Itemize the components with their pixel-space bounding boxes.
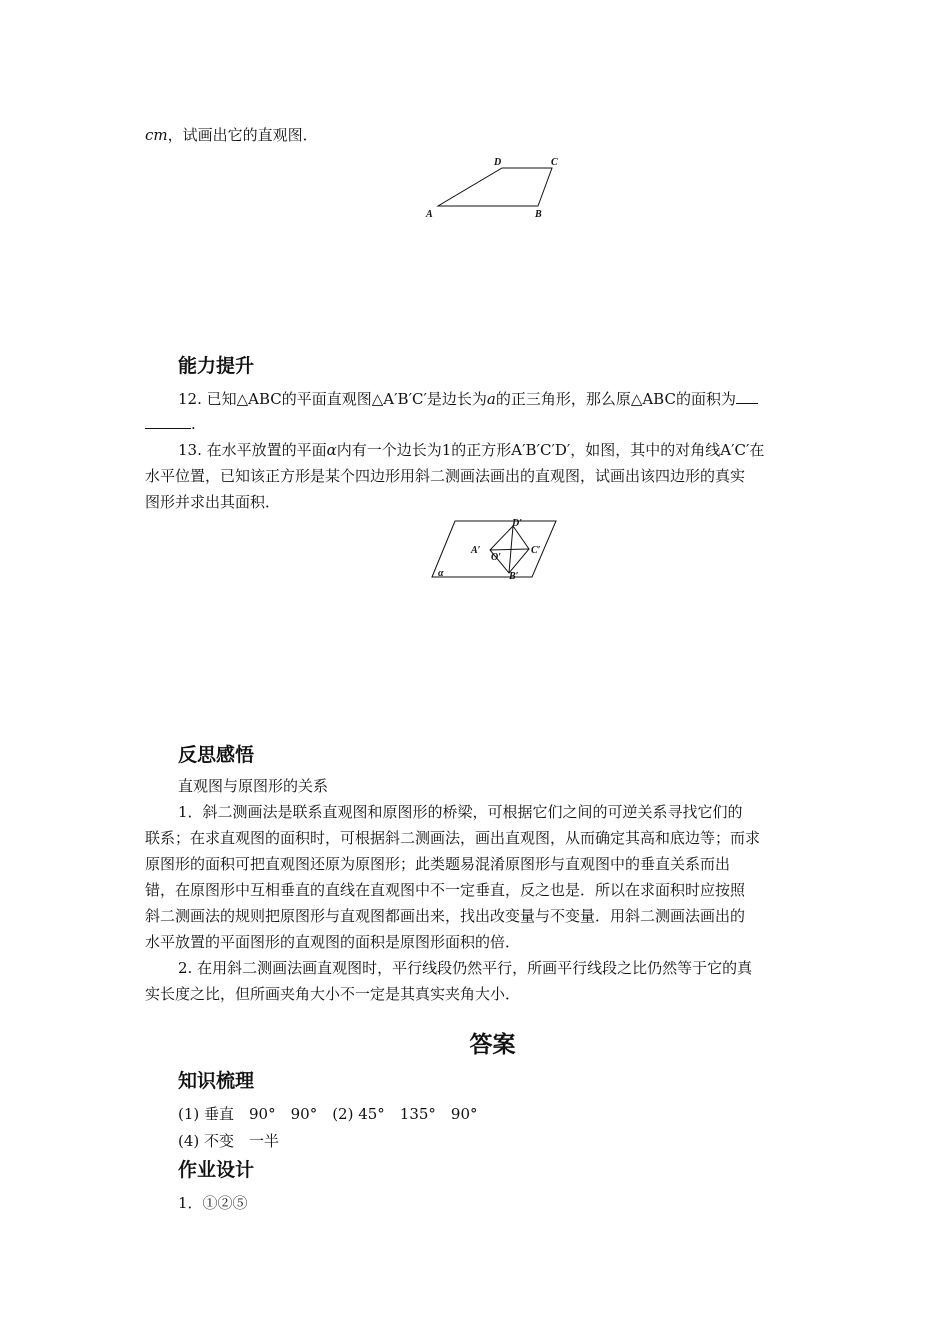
section-heading-homework: 作业设计 xyxy=(178,1159,255,1181)
continuation-line xyxy=(145,125,810,145)
answer-blank-cont xyxy=(145,414,191,429)
square-in-plane-figure xyxy=(425,514,565,584)
reflection-subtitle: 直观图与原图形的关系 xyxy=(178,777,329,795)
reflection-p1-line3: 原图形的面积可把直观图还原为原图形；此类题易混淆原图形与直观图中的垂直关系而出 xyxy=(145,855,731,873)
label-a-prime: A′ xyxy=(471,545,481,556)
reflection-p1-line5: 斜二测画法的规则把原图形与直观图都画出来，找出改变量与不变量．用斜二测画法画出的 xyxy=(145,907,746,925)
section-heading-ability: 能力提升 xyxy=(178,355,255,377)
continuation-text: ，试画出它的直观图． xyxy=(167,126,318,144)
trapezoid-shape xyxy=(438,168,552,206)
label-alpha: α xyxy=(438,568,444,579)
section-heading-knowledge: 知识梳理 xyxy=(178,1070,255,1092)
label-a: A xyxy=(426,209,433,220)
knowledge-answer-line1: (1) 垂直 90° 90° (2) 45° 135° 90° xyxy=(178,1105,478,1123)
answers-title: 答案 xyxy=(469,1032,516,1058)
reflection-p1-line1: 1．斜二测画法是联系直观图和原图形的桥梁，可根据它们之间的可逆关系寻找它们的 xyxy=(178,803,743,821)
answer-blank xyxy=(736,389,758,404)
diagonal-ac xyxy=(490,549,529,550)
unit-cm: cm xyxy=(145,126,168,144)
reflection-p1-line6: 水平放置的平面图形的直观图的面积是原图形面积的倍． xyxy=(145,933,521,951)
question-12-line2: . xyxy=(145,414,810,434)
question-13-line1: 13. 在水平放置的平面α内有一个边长为1的正方形A′B′C′D′，如图，其中的对角线A′C′在 xyxy=(178,441,765,459)
label-c-prime: C′ xyxy=(531,545,541,556)
label-b-prime: B′ xyxy=(509,571,519,582)
label-c: C xyxy=(551,157,558,168)
label-d: D xyxy=(494,157,502,168)
reflection-p2-line1: 2. 在用斜二测画法画直观图时，平行线段仍然平行，所画平行线段之比仍然等于它的真 xyxy=(178,959,753,977)
question-12-line1: 12. 已知△ABC的平面直观图△A′B′C′是边长为a的正三角形，那么原△ABC的面积为 xyxy=(178,389,810,409)
section-heading-reflection: 反思感悟 xyxy=(178,744,255,766)
label-o-prime: O′ xyxy=(491,552,502,563)
trapezoid-figure xyxy=(420,150,570,225)
label-d-prime: D′ xyxy=(512,518,523,529)
reflection-p1-line4: 错，在原图形中互相垂直的直线在直观图中不一定垂直，反之也是．所以在求面积时应按照 xyxy=(145,881,746,899)
plane-alpha: α xyxy=(326,441,337,459)
question-13-line3: 图形并求出其面积． xyxy=(145,493,281,511)
homework-answer-line1: 1．①②⑤ xyxy=(178,1194,248,1212)
reflection-p1-line2: 联系；在求直观图的面积时，可根据斜二测画法，画出直观图，从而确定其高和底边等；而求 xyxy=(145,829,761,847)
variable-a: a xyxy=(486,390,496,408)
question-13-line2: 水平位置，已知该正方形是某个四边形用斜二测画法画出的直观图，试画出该四边形的真实 xyxy=(145,467,746,485)
label-b: B xyxy=(535,209,542,220)
reflection-p2-line2: 实长度之比，但所画夹角大小不一定是其真实夹角大小． xyxy=(145,985,521,1003)
knowledge-answer-line2: (4) 不变 一半 xyxy=(178,1132,280,1150)
